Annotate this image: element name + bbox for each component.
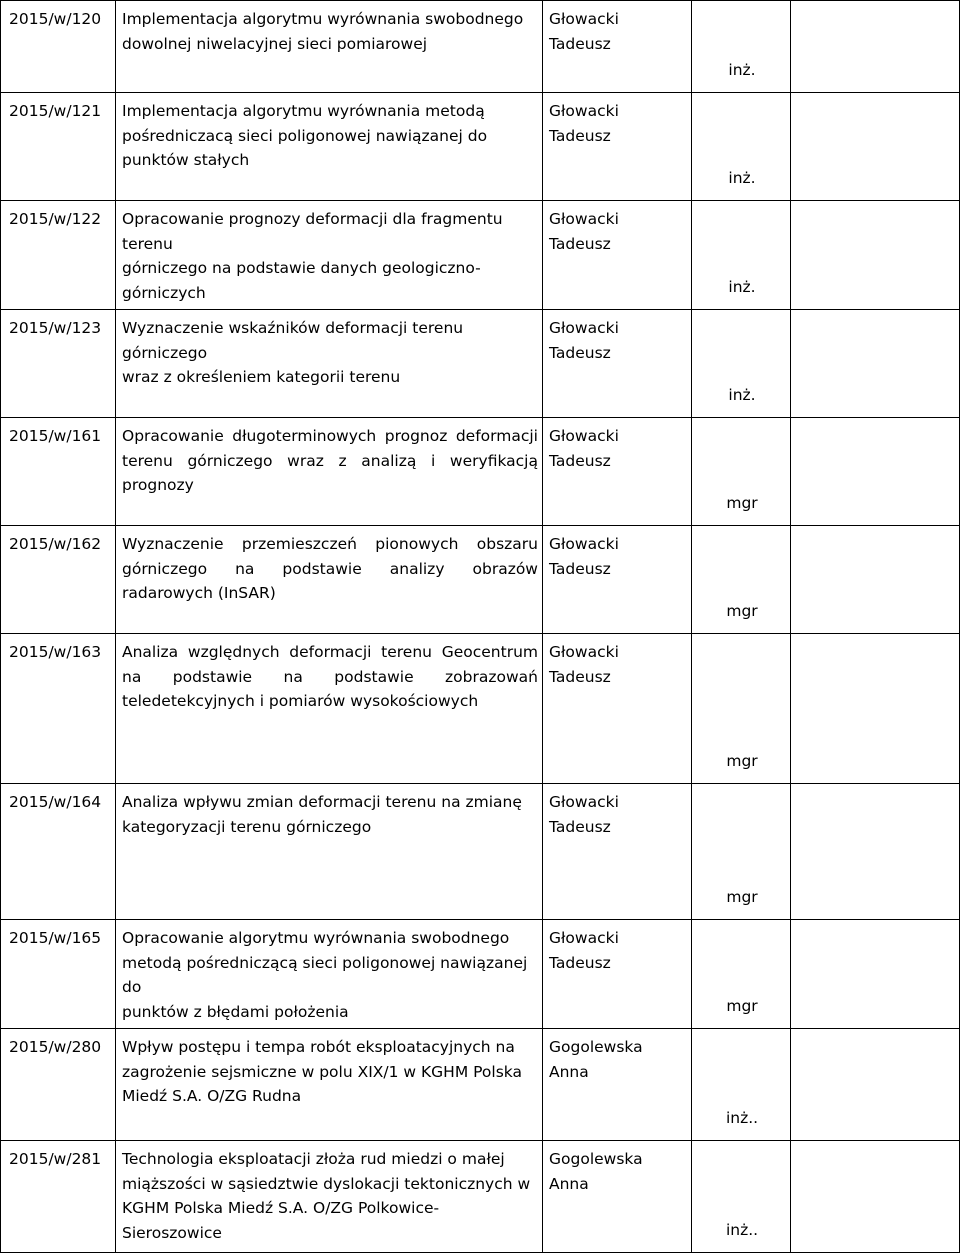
empty-cell xyxy=(791,920,960,1029)
empty-cell xyxy=(791,1,960,93)
degree-level: mgr xyxy=(692,784,791,920)
topic-id: 2015/w/280 xyxy=(1,1029,116,1141)
empty-cell xyxy=(791,784,960,920)
degree-level: mgr xyxy=(692,634,791,784)
degree-level: mgr xyxy=(692,920,791,1029)
empty-cell xyxy=(791,418,960,526)
degree-level: inż. xyxy=(692,201,791,310)
supervisor-name: Głowacki Tadeusz xyxy=(543,526,692,634)
table-row xyxy=(1,93,960,201)
table-row xyxy=(1,784,960,920)
degree-level: inż.. xyxy=(692,1029,791,1141)
topic-id: 2015/w/162 xyxy=(1,526,116,634)
supervisor-name: Głowacki Tadeusz xyxy=(543,1,692,93)
topic-title: Opracowanie prognozy deformacji dla fragmentu terenu górniczego na podstawie danych geologiczno- górniczych xyxy=(116,201,543,310)
supervisor-name: Głowacki Tadeusz xyxy=(543,920,692,1029)
table-row xyxy=(1,201,960,310)
topic-id: 2015/w/164 xyxy=(1,784,116,920)
topic-title: Wyznaczenie przemieszczeń pionowych obszaru górniczego na podstawie analizy obrazów radarowych (InSAR) xyxy=(116,526,543,634)
topic-id: 2015/w/165 xyxy=(1,920,116,1029)
degree-level: inż. xyxy=(692,93,791,201)
topic-title: Wyznaczenie wskaźników deformacji terenu górniczego wraz z określeniem kategorii terenu xyxy=(116,310,543,418)
supervisor-name: Głowacki Tadeusz xyxy=(543,93,692,201)
degree-level: inż. xyxy=(692,1,791,93)
topic-id: 2015/w/123 xyxy=(1,310,116,418)
topic-title: Opracowanie algorytmu wyrównania swobodnego metodą pośredniczącą sieci poligonowej nawiązanej do punktów z błędami położenia xyxy=(116,920,543,1029)
topic-title: Implementacja algorytmu wyrównania metodą pośredniczacą sieci poligonowej nawiązanej do punktów stałych xyxy=(116,93,543,201)
topic-title: Implementacja algorytmu wyrównania swobodnego dowolnej niwelacyjnej sieci pomiarowej xyxy=(116,1,543,93)
supervisor-name: Głowacki Tadeusz xyxy=(543,634,692,784)
degree-level: mgr xyxy=(692,418,791,526)
empty-cell xyxy=(791,1029,960,1141)
topic-id: 2015/w/121 xyxy=(1,93,116,201)
supervisor-name: Głowacki Tadeusz xyxy=(543,418,692,526)
table-row xyxy=(1,1141,960,1253)
empty-cell xyxy=(791,634,960,784)
degree-level: mgr xyxy=(692,526,791,634)
topic-id: 2015/w/122 xyxy=(1,201,116,310)
supervisor-name: Gogolewska Anna xyxy=(543,1141,692,1253)
topic-id: 2015/w/161 xyxy=(1,418,116,526)
degree-level: inż. xyxy=(692,310,791,418)
table-row xyxy=(1,920,960,1029)
table-row xyxy=(1,310,960,418)
topic-title: Wpływ postępu i tempa robót eksploatacyjnych na zagrożenie sejsmiczne w polu XIX/1 w KGHM Polska Miedź S.A. O/ZG Rudna xyxy=(116,1029,543,1141)
supervisor-name: Gogolewska Anna xyxy=(543,1029,692,1141)
table-row xyxy=(1,526,960,634)
empty-cell xyxy=(791,93,960,201)
table-row xyxy=(1,1,960,93)
topic-id: 2015/w/120 xyxy=(1,1,116,93)
topic-id: 2015/w/281 xyxy=(1,1141,116,1253)
table-row xyxy=(1,418,960,526)
topic-title: Technologia eksploatacji złoża rud miedzi o małej miąższości w sąsiedztwie dyslokacji tektonicznych w KGHM Polska Miedź S.A. O/ZG Polkowice- Sieroszowice xyxy=(116,1141,543,1253)
empty-cell xyxy=(791,1141,960,1253)
table-row xyxy=(1,1029,960,1141)
topic-title: Opracowanie długoterminowych prognoz deformacji terenu górniczego wraz z analizą i weryfikacją prognozy xyxy=(116,418,543,526)
empty-cell xyxy=(791,201,960,310)
topic-title: Analiza wpływu zmian deformacji terenu na zmianę kategoryzacji terenu górniczego xyxy=(116,784,543,920)
empty-cell xyxy=(791,310,960,418)
table-row xyxy=(1,634,960,784)
supervisor-name: Głowacki Tadeusz xyxy=(543,784,692,920)
topic-id: 2015/w/163 xyxy=(1,634,116,784)
topic-title: Analiza względnych deformacji terenu Geocentrum na podstawie na podstawie zobrazowań teledetekcyjnych i pomiarów wysokościowych xyxy=(116,634,543,784)
degree-level: inż.. xyxy=(692,1141,791,1253)
supervisor-name: Głowacki Tadeusz xyxy=(543,310,692,418)
empty-cell xyxy=(791,526,960,634)
supervisor-name: Głowacki Tadeusz xyxy=(543,201,692,310)
